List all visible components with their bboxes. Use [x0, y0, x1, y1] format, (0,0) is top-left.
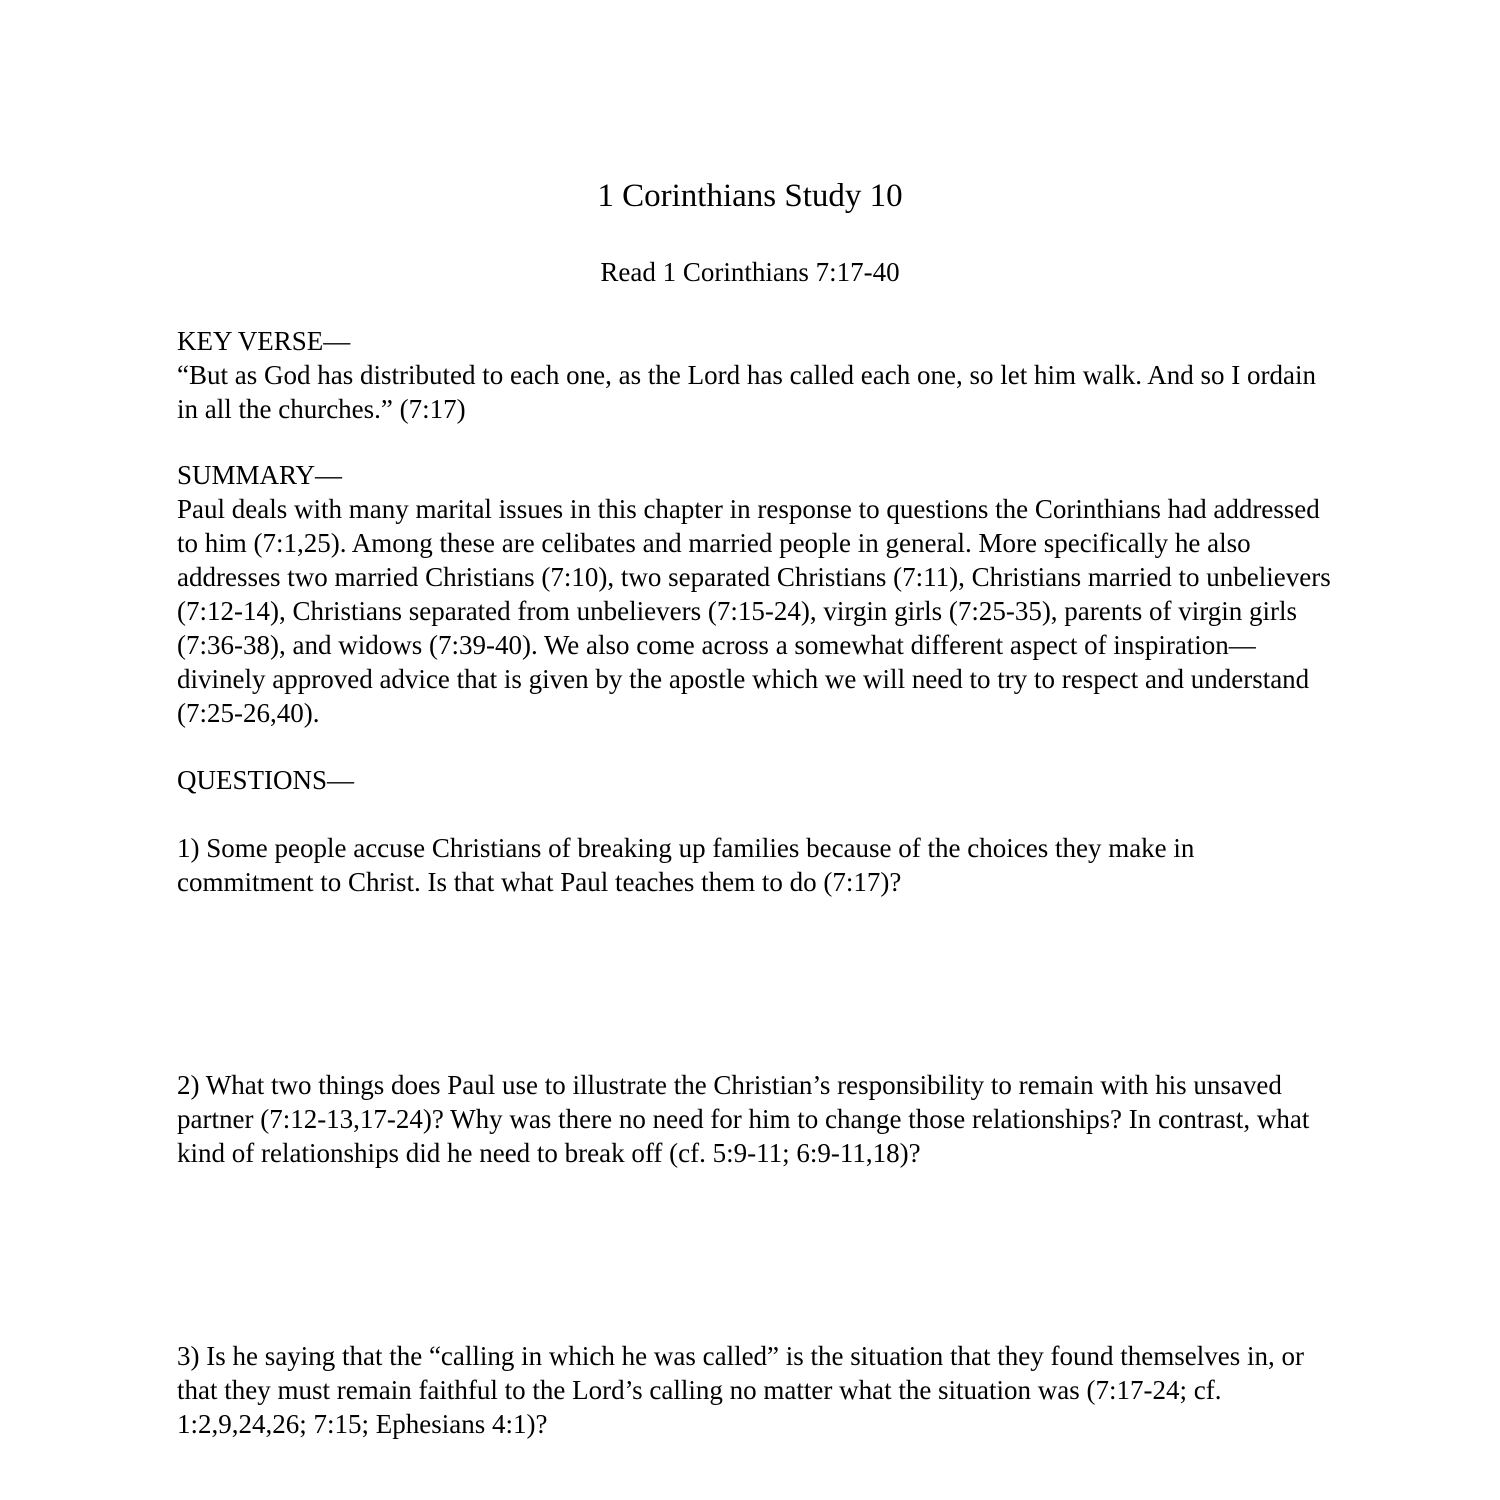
summary-section [177, 458, 1337, 730]
page-title: 1 Corinthians Study 10 [597, 178, 903, 214]
key-verse-text: “But as God has distributed to each one, as the Lord has called each one, so let him walk. And so I ordain in all the churches.” (7:17) [177, 360, 1316, 424]
key-verse-heading: KEY VERSE— [177, 326, 351, 356]
questions-heading: QUESTIONS— [177, 765, 355, 795]
summary-heading: SUMMARY— [177, 460, 343, 490]
question-3: 3) Is he saying that the “calling in which he was called” is the situation that they found themselves in, or that they must remain faithful to the Lord’s calling no matter what the situation was (7:17-24; cf. 1:2,9,24,26; 7:15; Ephesians 4:1)? [177, 1341, 1304, 1439]
question-2: 2) What two things does Paul use to illustrate the Christian’s responsibility to remain with his unsaved partner (7:12-13,17-24)? Why was there no need for him to change those relationships? In contrast, what kind of relationships did he need to break off (cf. 5:9-11; 6:9-11,18)? [177, 1070, 1310, 1168]
key-verse-section [177, 324, 1337, 426]
reading-reference: Read 1 Corinthians 7:17-40 [600, 257, 900, 287]
summary-text: Paul deals with many marital issues in this chapter in response to questions the Corinthians had addressed to him (7:1,25). Among these are celibates and married people in general. More specifically he also addresses two married Christians (7:10), two separated Christians (7:11), Christians married to unbelievers (7:12-14), Christians separated from unbelievers (7:15-24), virgin girls (7:25-35), parents of virgin girls (7:36-38), and widows (7:39-40). We also come across a somewhat different aspect of inspiration—divinely approved advice that is given by the apostle which we will need to try to respect and understand (7:25-26,40). [177, 494, 1331, 728]
question-1: 1) Some people accuse Christians of breaking up families because of the choices they make in commitment to Christ. Is that what Paul teaches them to do (7:17)? [177, 833, 1195, 897]
